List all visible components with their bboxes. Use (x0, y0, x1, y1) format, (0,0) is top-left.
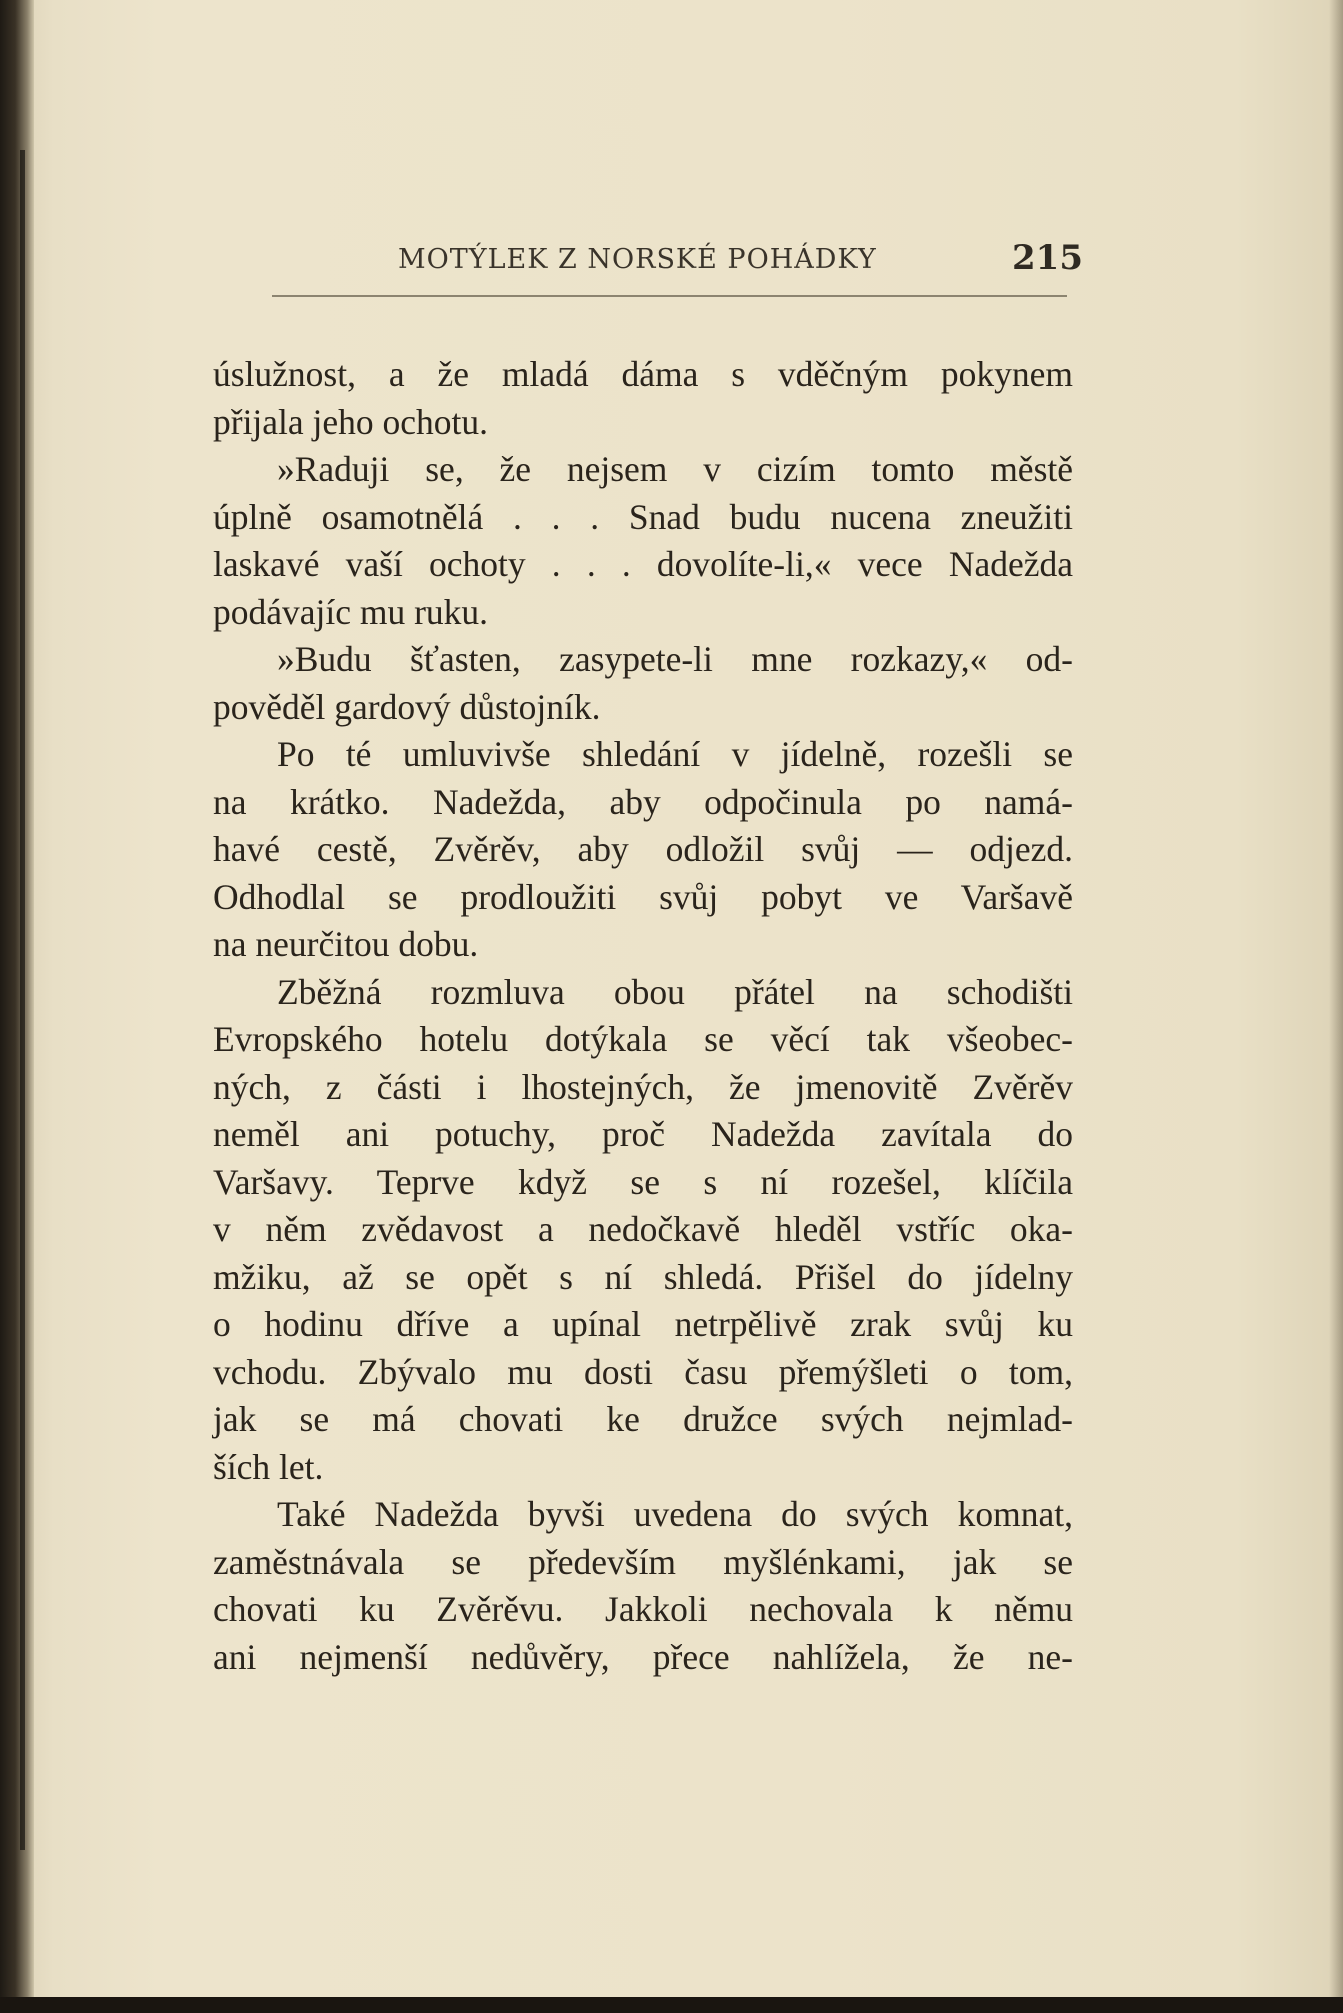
text-line: Odhodlal se prodloužiti svůj pobyt ve Varšavě (213, 876, 1073, 917)
text-line: úslužnost, a že mladá dáma s vděčným pokynem (213, 354, 1073, 394)
page-edge-shadow (1329, 0, 1343, 2013)
text-line: úplně osamotnělá . . . Snad budu nucena zneužiti (213, 496, 1073, 537)
text-line: podávajíc mu ruku. (213, 591, 489, 632)
text-line: »Raduji se, že nejsem v cizím tomto městě (277, 449, 1073, 489)
text-line: chovati ku Zvěrěvu. Jakkoli nechovala k němu (213, 1589, 1073, 1629)
text-line: »Budu šťasten, zasypete-li mne rozkazy,« od- (277, 639, 1073, 679)
running-title: MOTÝLEK Z NORSKÉ POHÁDKY (398, 244, 877, 275)
text-line: na krátko. Nadežda, aby odpočinula po namá- (213, 781, 1073, 822)
book-spine-shadow (0, 0, 34, 2013)
text-line: přijala jeho ochotu. (213, 401, 489, 442)
text-line: mžiku, až se opět s ní shledá. Přišel do jídelny (213, 1256, 1073, 1297)
page-bottom-edge (0, 1997, 1343, 2013)
text-line: v něm zvědavost a nedočkavě hleděl vstříc oka- (213, 1209, 1073, 1249)
text-line: neměl ani potuchy, proč Nadežda zavítala do (213, 1114, 1073, 1154)
text-line: Také Nadežda byvši uvedena do svých komnat, (277, 1494, 1073, 1534)
text-line: laskavé vaší ochoty . . . dovolíte-li,« vece Nadežda (213, 544, 1073, 584)
binding-edge (20, 150, 25, 1850)
text-line: pověděl gardový důstojník. (213, 686, 601, 727)
text-line: jak se má chovati ke družce svých nejmlad- (213, 1399, 1073, 1439)
text-line: zaměstnávala se především myšlénkami, jak se (213, 1541, 1073, 1582)
header-rule (272, 295, 1067, 297)
page-header (272, 238, 1083, 298)
text-line: Zběžná rozmluva obou přátel na schodišti (277, 971, 1073, 1012)
text-line: havé cestě, Zvěrěv, aby odložil svůj — odjezd. (213, 829, 1073, 869)
text-line: Po té umluvivše shledání v jídelně, rozešli se (277, 734, 1073, 774)
text-line: Varšavy. Teprve když se s ní rozešel, klíčila (213, 1161, 1073, 1202)
text-line: ších let. (213, 1446, 324, 1487)
text-line: ných, z části i lhostejných, že jmenovitě Zvěrěv (213, 1066, 1073, 1107)
body-text (213, 351, 1073, 1681)
text-line: o hodinu dříve a upínal netrpělivě zrak svůj ku (213, 1304, 1073, 1344)
text-line: na neurčitou dobu. (213, 924, 479, 964)
page-number: 215 (1012, 238, 1083, 278)
text-line: Evropského hotelu dotýkala se věcí tak všeobec- (213, 1019, 1073, 1059)
text-line: vchodu. Zbývalo mu dosti času přemýšleti o tom, (213, 1351, 1073, 1392)
text-line: ani nejmenší nedůvěry, přece nahlížela, že ne- (213, 1636, 1073, 1677)
